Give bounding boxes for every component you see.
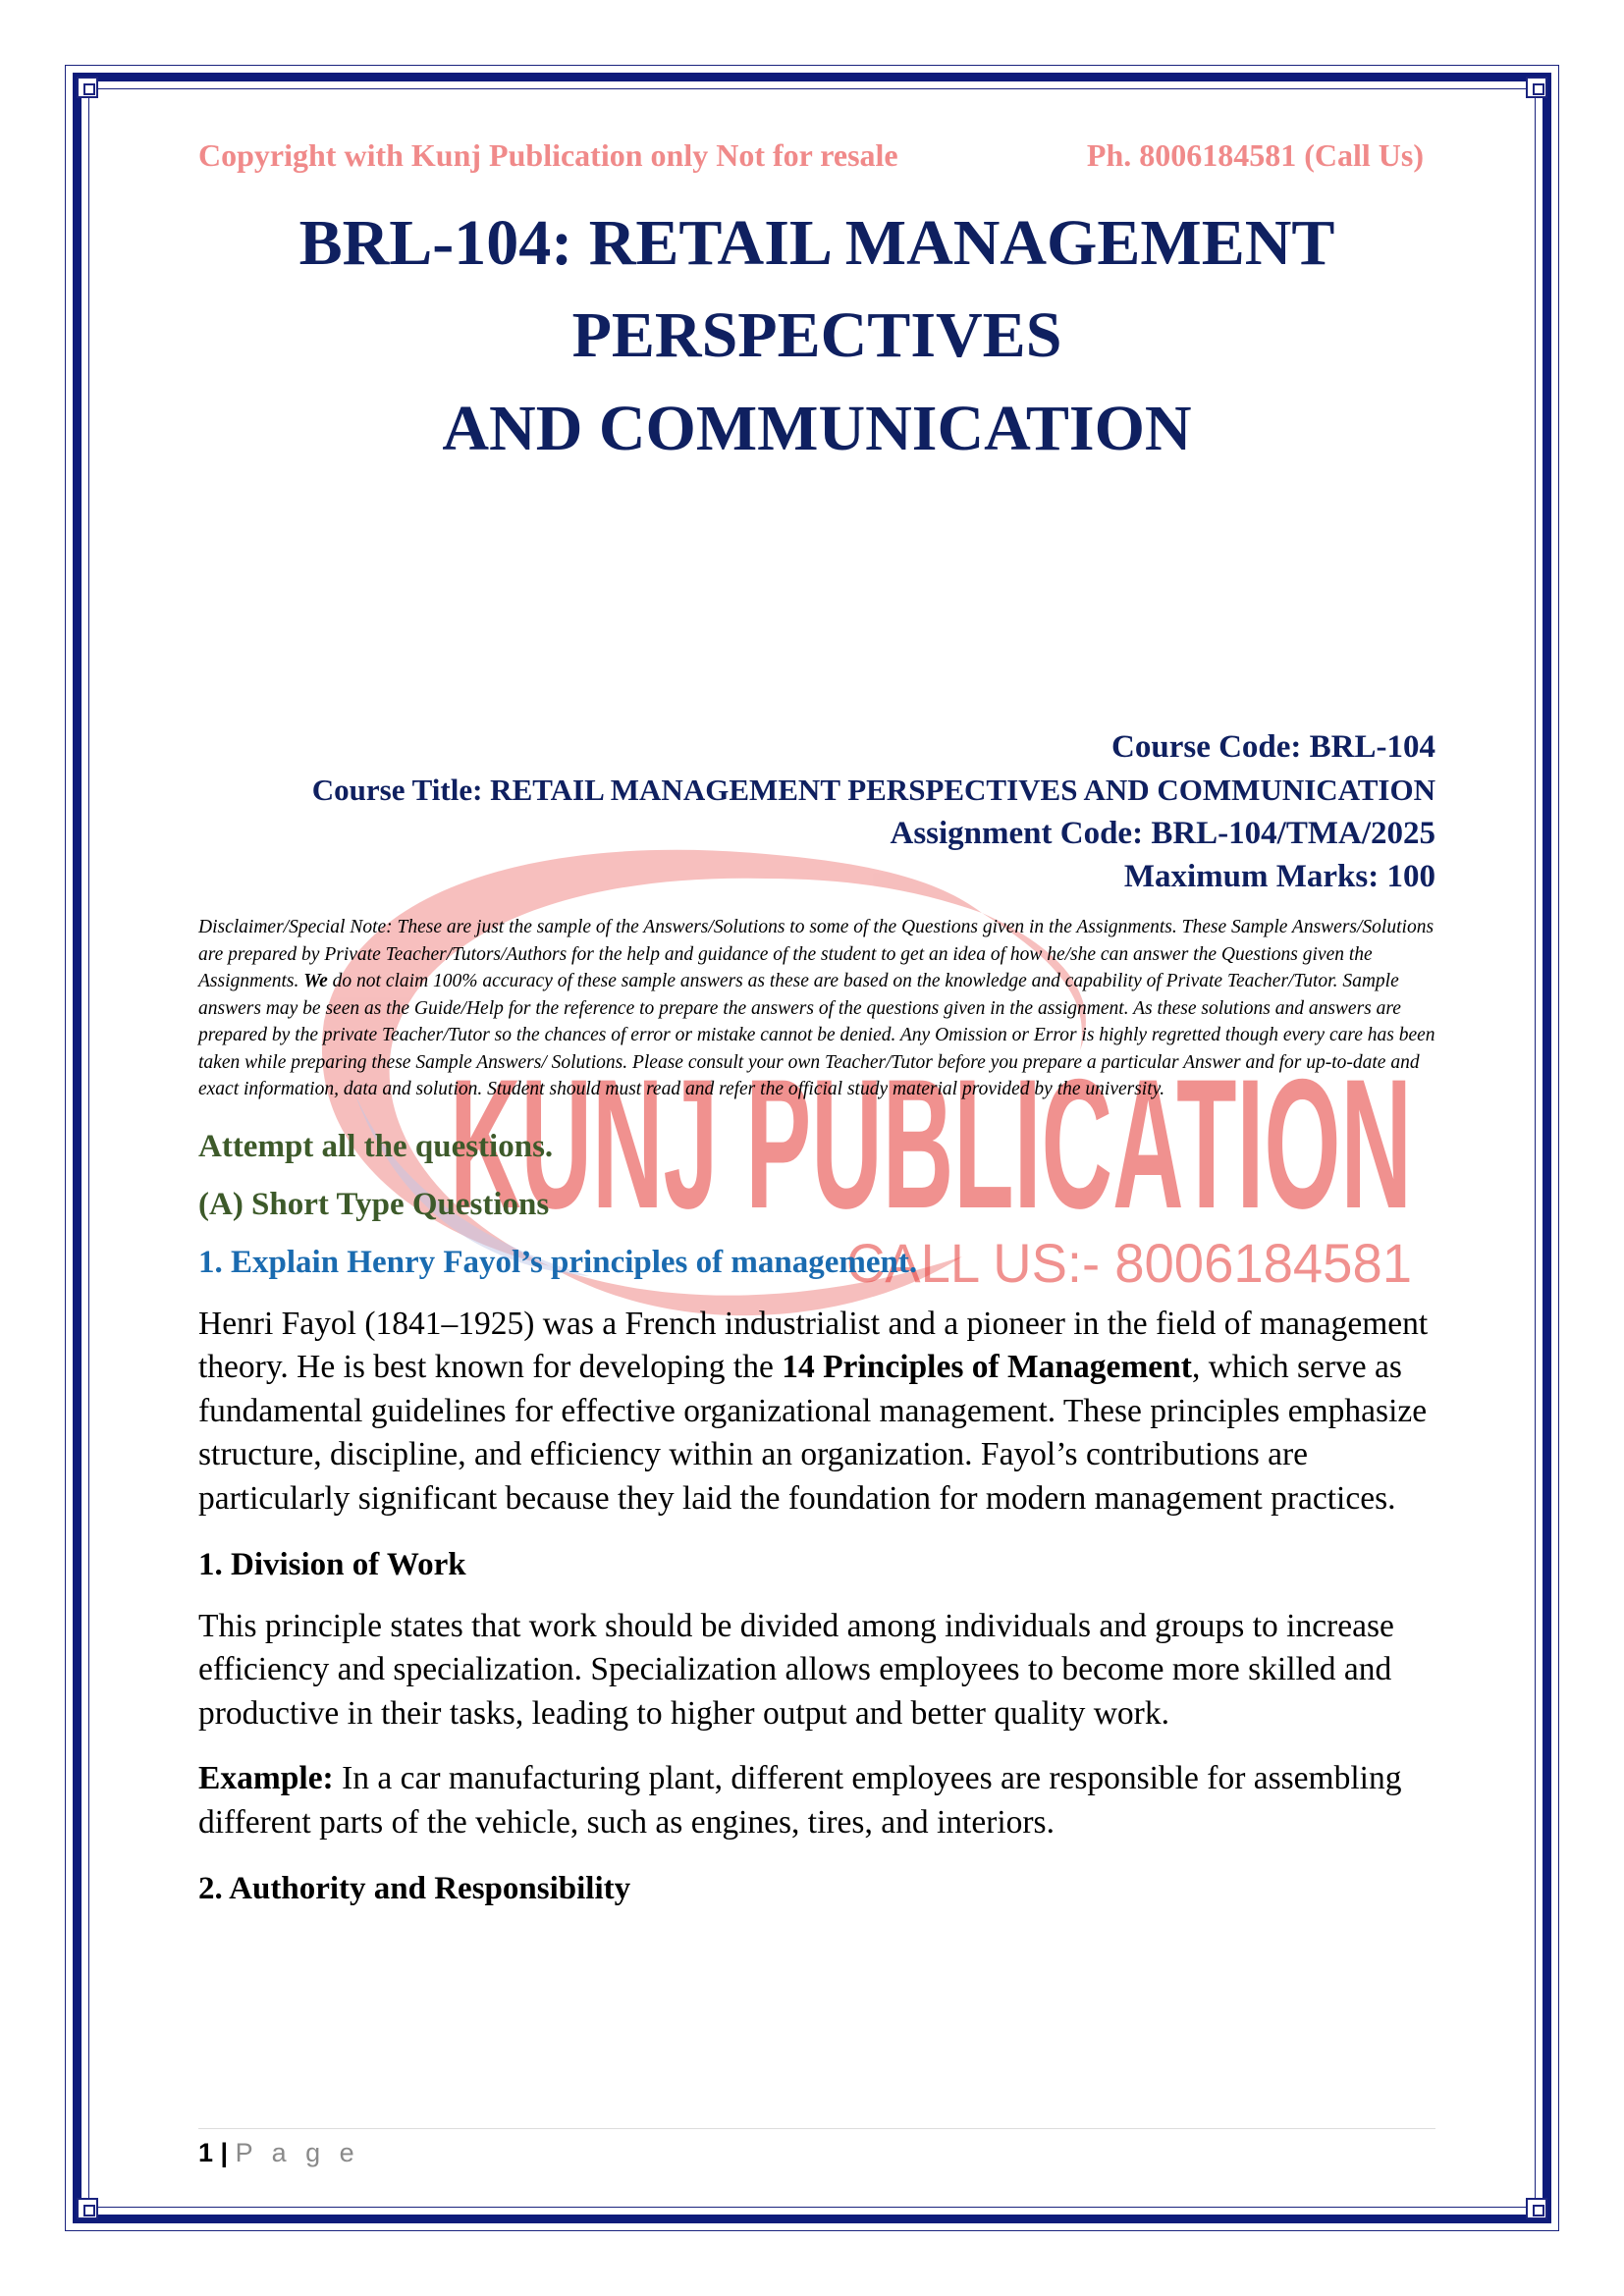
- disclaimer-text-2: do not claim 100% accuracy of these sample answers as these are based on the knowledge and capability of Private Teacher/Tutor. Sample answers may be seen as the Guide/Help for the reference to prepare the answers of the questions given in the assignment. As these solutions and answers are prepared by the private Teacher/Tutor so the chances of error or mistake cannot be denied. Any Omission or Error is highly regretted though every care has been taken while preparing these Sample Answers/ Solutions. Please consult your own Teacher/Tutor before you prepare a particular Answer and for up-to-date and exact information, data and solution. Student should must read and refer the official study material provided by the university.: [198, 971, 1435, 1100]
- principle-2-heading: 2. Authority and Responsibility: [198, 1870, 631, 1906]
- title-line-1: BRL-104: RETAIL MANAGEMENT: [298, 207, 1335, 279]
- disclaimer-bold: We: [303, 971, 328, 992]
- copyright-notice: Copyright with Kunj Publication only Not for resale: [198, 137, 898, 173]
- disclaimer-text-1: Disclaimer/Special Note: These are just the sample of the Answers/Solutions to some of the Questions given in the Assignments. These Sample Answers/Solutions are prepared by Private Teacher/Tutors/Authors for the help and guidance of the student to get an idea of how he/she can answer the Questions given the Assignments.: [198, 917, 1435, 992]
- question-heading: 1. Explain Henry Fayol’s principles of management.: [198, 1244, 918, 1280]
- corner-ornament-top-right: [1526, 77, 1547, 98]
- maximum-marks: Maximum Marks: 100: [1123, 859, 1435, 895]
- watermark-call-text: CALL US:- 8006184581: [846, 1232, 1412, 1294]
- title-line-2: PERSPECTIVES: [571, 299, 1062, 372]
- footer-separator: |: [220, 2138, 229, 2167]
- assignment-code: Assignment Code: BRL-104/TMA/2025: [890, 816, 1435, 852]
- principle-1-example: [198, 1757, 1435, 1844]
- phone-contact: Ph. 8006184581 (Call Us): [1086, 137, 1424, 173]
- corner-ornament-bottom-left: [77, 2198, 98, 2219]
- principle-1-heading: 1. Division of Work: [198, 1546, 466, 1582]
- principle-1-text: This principle states that work should be divided among individuals and groups to increase efficiency and specialization. Specialization allows employees to become more skilled and productive in their tasks, leading to higher output and better quality work.: [198, 1607, 1394, 1732]
- page-number: 1: [198, 2138, 214, 2167]
- document-title: [198, 197, 1435, 475]
- course-info: [198, 725, 1435, 898]
- corner-ornament-bottom-right: [1526, 2198, 1547, 2219]
- example-text: In a car manufacturing plant, different employees are responsible for assembling different parts of the vehicle, such as engines, tires, and interiors.: [198, 1760, 1402, 1841]
- page-footer: [198, 2138, 360, 2168]
- instruction-heading: Attempt all the questions.: [198, 1128, 554, 1164]
- page-content: [198, 137, 1435, 1907]
- intro-bold: 14 Principles of Management: [782, 1349, 1192, 1386]
- title-line-3: AND COMMUNICATION: [442, 392, 1192, 464]
- watermark-brand-text: KUNJ PUBLICATION: [450, 1041, 1412, 1247]
- example-label: Example:: [198, 1760, 334, 1797]
- footer-divider: [198, 2128, 1435, 2129]
- course-code: Course Code: BRL-104: [1111, 729, 1435, 766]
- intro-text-1: Henri Fayol (1841–1925) was a French industrialist and a pioneer in the field of management theory. He is best known for developing the: [198, 1305, 1429, 1386]
- intro-text-2: , which serve as fundamental guidelines for effective organizational management. These principles emphasize structure, discipline, and efficiency within an organization. Fayol’s contributions are particularly significant because they laid the foundation for modern management practices.: [198, 1349, 1428, 1517]
- course-title: Course Title: RETAIL MANAGEMENT PERSPECTIVES AND COMMUNICATION: [311, 773, 1435, 808]
- corner-ornament-top-left: [77, 77, 98, 98]
- page-label: P a g e: [235, 2138, 360, 2167]
- copyright-header: [198, 137, 1424, 174]
- section-heading: (A) Short Type Questions: [198, 1186, 550, 1222]
- intro-paragraph: [198, 1303, 1435, 1522]
- disclaimer-note: [198, 914, 1435, 1103]
